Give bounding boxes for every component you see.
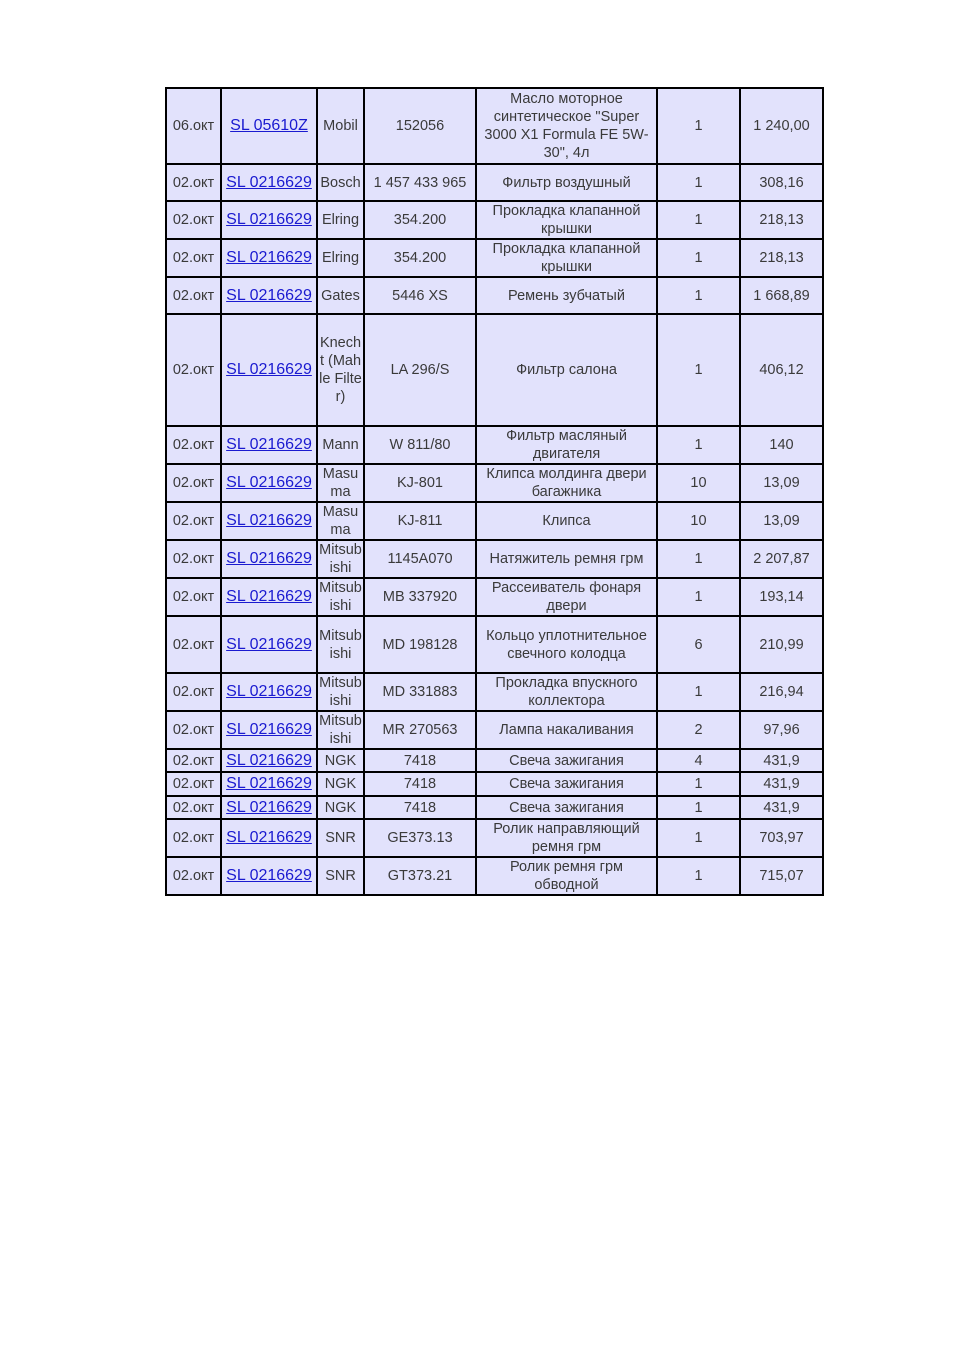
qty-cell: 1 <box>657 277 740 314</box>
brand-cell: Mitsubishi <box>317 711 364 749</box>
order-link[interactable]: SL 0216629 <box>226 474 312 491</box>
brand-cell: Masuma <box>317 464 364 502</box>
date-cell: 02.окт <box>166 426 221 464</box>
date-cell: 02.окт <box>166 796 221 819</box>
price-cell: 431,9 <box>740 772 823 796</box>
qty-cell: 1 <box>657 673 740 711</box>
article-cell: 354.200 <box>364 239 476 277</box>
article-cell: 7418 <box>364 796 476 819</box>
table-row <box>166 711 823 749</box>
article-cell: GE373.13 <box>364 819 476 857</box>
date-cell: 02.окт <box>166 314 221 426</box>
order-link[interactable]: SL 0216629 <box>226 361 312 378</box>
price-cell: 1 240,00 <box>740 88 823 164</box>
date-cell: 02.окт <box>166 749 221 772</box>
qty-cell: 1 <box>657 578 740 616</box>
brand-cell: Elring <box>317 201 364 239</box>
name-cell: Ролик ремня грм обводной <box>476 857 657 895</box>
order-link[interactable]: SL 0216629 <box>226 512 312 529</box>
table-row <box>166 88 823 164</box>
table-row <box>166 857 823 895</box>
brand-cell: SNR <box>317 857 364 895</box>
table-row <box>166 464 823 502</box>
parts-order-table <box>165 87 824 896</box>
name-cell: Свеча зажигания <box>476 772 657 796</box>
date-cell: 02.окт <box>166 711 221 749</box>
brand-cell: Knecht (Mahle Filter) <box>317 314 364 426</box>
price-cell: 13,09 <box>740 464 823 502</box>
name-cell: Свеча зажигания <box>476 749 657 772</box>
brand-cell: Gates <box>317 277 364 314</box>
order-link[interactable]: SL 0216629 <box>226 436 312 453</box>
price-cell: 216,94 <box>740 673 823 711</box>
brand-cell: Elring <box>317 239 364 277</box>
date-cell: 02.окт <box>166 502 221 540</box>
brand-cell: Mitsubishi <box>317 673 364 711</box>
name-cell: Рассеиватель фонаря двери <box>476 578 657 616</box>
order-link[interactable]: SL 0216629 <box>226 721 312 738</box>
price-cell: 2 207,87 <box>740 540 823 578</box>
name-cell: Фильтр масляный двигателя <box>476 426 657 464</box>
order-link[interactable]: SL 0216629 <box>226 173 312 191</box>
article-cell: MR 270563 <box>364 711 476 749</box>
name-cell: Клипса молдинга двери багажника <box>476 464 657 502</box>
date-cell: 02.окт <box>166 819 221 857</box>
qty-cell: 1 <box>657 314 740 426</box>
qty-cell: 1 <box>657 88 740 164</box>
article-cell: 1145A070 <box>364 540 476 578</box>
qty-cell: 1 <box>657 540 740 578</box>
brand-cell: Mann <box>317 426 364 464</box>
date-cell: 02.окт <box>166 164 221 201</box>
qty-cell: 1 <box>657 796 740 819</box>
price-cell: 218,13 <box>740 201 823 239</box>
table-row <box>166 673 823 711</box>
name-cell: Ремень зубчатый <box>476 277 657 314</box>
brand-cell: NGK <box>317 749 364 772</box>
date-cell: 06.окт <box>166 88 221 164</box>
date-cell: 02.окт <box>166 772 221 796</box>
brand-cell: Mitsubishi <box>317 616 364 673</box>
brand-cell: Mitsubishi <box>317 578 364 616</box>
name-cell: Клипса <box>476 502 657 540</box>
name-cell: Прокладка впускного коллектора <box>476 673 657 711</box>
date-cell: 02.окт <box>166 464 221 502</box>
price-cell: 210,99 <box>740 616 823 673</box>
price-cell: 218,13 <box>740 239 823 277</box>
order-link[interactable]: SL 0216629 <box>226 683 312 700</box>
order-link[interactable]: SL 0216629 <box>226 775 312 792</box>
article-cell: LA 296/S <box>364 314 476 426</box>
table-row <box>166 578 823 616</box>
article-cell: 152056 <box>364 88 476 164</box>
order-link[interactable]: SL 0216629 <box>226 829 312 846</box>
price-cell: 97,96 <box>740 711 823 749</box>
article-cell: 7418 <box>364 772 476 796</box>
order-link[interactable]: SL 0216629 <box>226 286 312 304</box>
qty-cell: 1 <box>657 239 740 277</box>
name-cell: Кольцо уплотнительное свечного колодца <box>476 616 657 673</box>
price-cell: 193,14 <box>740 578 823 616</box>
table-row <box>166 540 823 578</box>
name-cell: Прокладка клапанной крышки <box>476 239 657 277</box>
brand-cell: NGK <box>317 796 364 819</box>
order-link[interactable]: SL 0216629 <box>226 798 312 816</box>
table-row <box>166 749 823 772</box>
table-row <box>166 796 823 819</box>
price-cell: 1 668,89 <box>740 277 823 314</box>
article-cell: 5446 XS <box>364 277 476 314</box>
date-cell: 02.окт <box>166 277 221 314</box>
article-cell: 7418 <box>364 749 476 772</box>
qty-cell: 1 <box>657 201 740 239</box>
article-cell: MB 337920 <box>364 578 476 616</box>
article-cell: GT373.21 <box>364 857 476 895</box>
table-row <box>166 772 823 796</box>
price-cell: 703,97 <box>740 819 823 857</box>
order-link[interactable]: SL 05610Z <box>230 117 308 134</box>
article-cell: 354.200 <box>364 201 476 239</box>
price-cell: 308,16 <box>740 164 823 201</box>
table-row <box>166 201 823 239</box>
qty-cell: 1 <box>657 426 740 464</box>
price-cell: 13,09 <box>740 502 823 540</box>
article-cell: KJ-811 <box>364 502 476 540</box>
table-row <box>166 164 823 201</box>
table-row <box>166 314 823 426</box>
name-cell: Лампа накаливания <box>476 711 657 749</box>
qty-cell: 1 <box>657 772 740 796</box>
qty-cell: 1 <box>657 819 740 857</box>
table-row <box>166 239 823 277</box>
order-link[interactable]: SL 0216629 <box>226 588 312 605</box>
qty-cell: 2 <box>657 711 740 749</box>
order-link[interactable]: SL 0216629 <box>226 211 312 228</box>
order-link[interactable]: SL 0216629 <box>226 751 312 769</box>
order-link[interactable]: SL 0216629 <box>226 550 312 567</box>
price-cell: 431,9 <box>740 796 823 819</box>
date-cell: 02.окт <box>166 578 221 616</box>
name-cell: Ролик направляющий ремня грм <box>476 819 657 857</box>
qty-cell: 10 <box>657 502 740 540</box>
article-cell: 1 457 433 965 <box>364 164 476 201</box>
qty-cell: 1 <box>657 857 740 895</box>
date-cell: 02.окт <box>166 201 221 239</box>
brand-cell: Bosch <box>317 164 364 201</box>
date-cell: 02.окт <box>166 239 221 277</box>
price-cell: 715,07 <box>740 857 823 895</box>
table-row <box>166 502 823 540</box>
date-cell: 02.окт <box>166 616 221 673</box>
article-cell: MD 198128 <box>364 616 476 673</box>
brand-cell: Mitsubishi <box>317 540 364 578</box>
price-cell: 140 <box>740 426 823 464</box>
article-cell: MD 331883 <box>364 673 476 711</box>
table-row <box>166 277 823 314</box>
price-cell: 431,9 <box>740 749 823 772</box>
qty-cell: 6 <box>657 616 740 673</box>
name-cell: Свеча зажигания <box>476 796 657 819</box>
price-cell: 406,12 <box>740 314 823 426</box>
date-cell: 02.окт <box>166 857 221 895</box>
table-row <box>166 819 823 857</box>
qty-cell: 1 <box>657 164 740 201</box>
article-cell: KJ-801 <box>364 464 476 502</box>
name-cell: Натяжитель ремня грм <box>476 540 657 578</box>
order-link[interactable]: SL 0216629 <box>226 249 312 266</box>
brand-cell: Masuma <box>317 502 364 540</box>
date-cell: 02.окт <box>166 540 221 578</box>
brand-cell: Mobil <box>317 88 364 164</box>
name-cell: Масло моторное синтетическое "Super 3000 X1 Formula FE 5W-30", 4л <box>476 88 657 164</box>
name-cell: Прокладка клапанной крышки <box>476 201 657 239</box>
name-cell: Фильтр салона <box>476 314 657 426</box>
name-cell: Фильтр воздушный <box>476 164 657 201</box>
qty-cell: 10 <box>657 464 740 502</box>
order-link[interactable]: SL 0216629 <box>226 635 312 653</box>
article-cell: W 811/80 <box>364 426 476 464</box>
qty-cell: 4 <box>657 749 740 772</box>
table-row <box>166 426 823 464</box>
table-row <box>166 616 823 673</box>
brand-cell: NGK <box>317 772 364 796</box>
order-link[interactable]: SL 0216629 <box>226 867 312 884</box>
brand-cell: SNR <box>317 819 364 857</box>
date-cell: 02.окт <box>166 673 221 711</box>
